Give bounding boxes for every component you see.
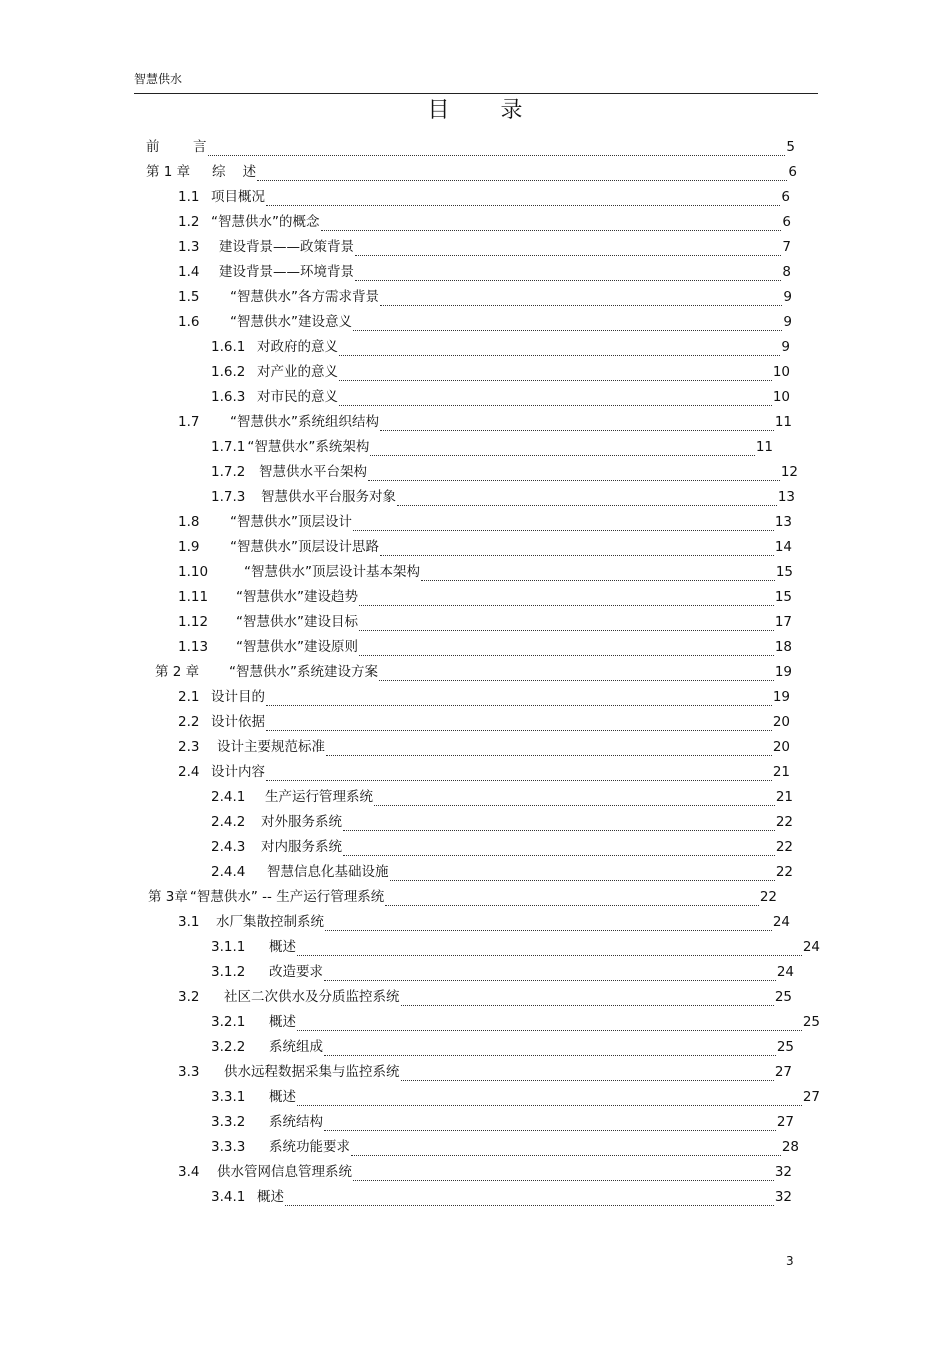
toc-entry[interactable]: [146, 163, 797, 181]
toc-dot-leader: [374, 792, 775, 806]
toc-entry-number: 1.3: [178, 239, 200, 255]
toc-entry[interactable]: [211, 838, 793, 856]
toc-entry-page: 22: [775, 839, 793, 855]
toc-entry-page: 14: [774, 539, 792, 555]
toc-dot-leader: [401, 992, 774, 1006]
toc-dot-leader: [343, 817, 775, 831]
toc-entry-title: “智慧供水”系统建设方案: [229, 664, 378, 680]
toc-entry-number: 2.4.4: [211, 864, 246, 880]
toc-entry-number: 3.3.2: [211, 1114, 246, 1130]
toc-entry-number: 2.4: [178, 764, 200, 780]
toc-entry-page: 11: [774, 414, 792, 430]
toc-entry[interactable]: [178, 563, 793, 581]
toc-entry-page: 22: [775, 814, 793, 830]
toc-entry-number: 2.3: [178, 739, 200, 755]
toc-entry-page: 10: [772, 364, 790, 380]
toc-dot-leader: [266, 192, 780, 206]
toc-dot-leader: [368, 467, 780, 481]
toc-entry-number: 1.2: [178, 214, 200, 230]
toc-entry-title: 设计主要规范标准: [217, 739, 325, 755]
toc-entry[interactable]: [178, 538, 792, 556]
toc-entry-number: 1.9: [178, 539, 200, 555]
toc-dot-leader: [208, 142, 786, 156]
toc-entry-page: 6: [788, 164, 797, 180]
toc-entry-number: 3.1.2: [211, 964, 246, 980]
toc-entry-title: 生产运行管理系统: [265, 789, 373, 805]
toc-entry-page: 24: [802, 939, 820, 955]
toc-dot-leader: [266, 692, 772, 706]
toc-dot-leader: [380, 292, 782, 306]
toc-dot-leader: [380, 417, 774, 431]
toc-entry[interactable]: [211, 1038, 794, 1056]
toc-dot-leader: [380, 542, 774, 556]
toc-entry-title: “智慧供水” -- 生产运行管理系统: [189, 889, 385, 905]
toc-entry-number: 1.7.1: [211, 439, 246, 455]
toc-entry-title: “智慧供水”建设原则: [236, 639, 358, 655]
toc-dot-leader: [324, 1117, 776, 1131]
toc-entry-page: 24: [776, 964, 794, 980]
toc-entry[interactable]: [211, 1138, 799, 1156]
toc-entry[interactable]: [178, 288, 792, 306]
toc-entry[interactable]: [178, 413, 792, 431]
toc-entry-number: 2.4.2: [211, 814, 246, 830]
toc-entry-page: 27: [774, 1064, 792, 1080]
toc-entry-title: “智慧供水”各方需求背景: [230, 289, 379, 305]
toc-dot-leader: [385, 892, 759, 906]
toc-entry-number: 1.13: [178, 639, 209, 655]
toc-entry-page: 6: [782, 214, 791, 230]
toc-dot-leader: [343, 842, 775, 856]
toc-entry-number: 第 3章: [148, 889, 188, 905]
toc-entry-number: 1.11: [178, 589, 209, 605]
toc-entry[interactable]: [211, 338, 790, 356]
toc-dot-leader: [359, 642, 774, 656]
toc-entry[interactable]: [178, 688, 790, 706]
toc-entry-title: 对市民的意义: [257, 389, 338, 405]
toc-entry-number: 2.4.1: [211, 789, 246, 805]
toc-entry-page: 9: [783, 314, 792, 330]
toc-dot-leader: [379, 667, 774, 681]
toc-entry-title: 设计目的: [211, 689, 265, 705]
toc-entry[interactable]: [178, 313, 792, 331]
toc-entry-number: 2.4.3: [211, 839, 246, 855]
toc-dot-leader: [297, 1092, 802, 1106]
toc-dot-leader: [355, 267, 781, 281]
toc-entry-title: 建设背景——环境背景: [219, 264, 354, 280]
toc-entry[interactable]: [211, 463, 798, 481]
toc-entry-title: “智慧供水”顶层设计: [230, 514, 352, 530]
toc-dot-leader: [353, 317, 782, 331]
toc-dot-leader: [297, 1017, 802, 1031]
toc-entry-title: “智慧供水”系统架构: [247, 439, 370, 455]
toc-entry-number: 1.7.2: [211, 464, 246, 480]
toc-entry-number: 1.8: [178, 514, 200, 530]
toc-entry[interactable]: [211, 1188, 792, 1206]
toc-entry-number: 3.4.1: [211, 1189, 246, 1205]
toc-dot-leader: [390, 867, 775, 881]
page-number: 3: [786, 1254, 794, 1268]
toc-dot-leader: [326, 742, 772, 756]
toc-entry-number: 3.3: [178, 1064, 200, 1080]
toc-dot-leader: [401, 1067, 774, 1081]
toc-entry[interactable]: [178, 1063, 792, 1081]
toc-entry-number: 前: [146, 139, 160, 155]
toc-entry-number: 3.2: [178, 989, 200, 1005]
page-title: 目 录: [427, 98, 545, 123]
toc-entry[interactable]: [211, 438, 773, 456]
toc-entry-page: 8: [782, 264, 791, 280]
toc-entry-title: 水厂集散控制系统: [216, 914, 324, 930]
toc-entry-title: 系统组成: [269, 1039, 323, 1055]
toc-entry-page: 25: [802, 1014, 820, 1030]
toc-dot-leader: [353, 517, 774, 531]
toc-entry-title: 供水远程数据采集与监控系统: [224, 1064, 400, 1080]
toc-entry[interactable]: [178, 913, 790, 931]
toc-entry-title: 对产业的意义: [257, 364, 338, 380]
toc-entry-page: 27: [802, 1089, 820, 1105]
toc-entry-page: 32: [774, 1164, 792, 1180]
toc-entry-title: 建设背景——政策背景: [219, 239, 354, 255]
toc-entry-number: 1.6.2: [211, 364, 246, 380]
toc-entry-page: 28: [781, 1139, 799, 1155]
toc-dot-leader: [397, 492, 777, 506]
toc-entry[interactable]: [178, 1163, 792, 1181]
toc-dot-leader: [257, 167, 787, 181]
toc-entry-page: 27: [776, 1114, 794, 1130]
toc-entry-title: 概述: [269, 939, 296, 955]
toc-dot-leader: [324, 1042, 776, 1056]
toc-dot-leader: [324, 967, 776, 981]
toc-entry-page: 6: [781, 189, 790, 205]
toc-entry[interactable]: [211, 1088, 820, 1106]
toc-entry-title: “智慧供水”建设意义: [230, 314, 352, 330]
toc-entry-page: 13: [774, 514, 792, 530]
toc-entry[interactable]: [178, 513, 792, 531]
toc-entry-number: 1.6.1: [211, 339, 246, 355]
toc-entry-page: 12: [780, 464, 798, 480]
toc-entry[interactable]: [211, 1113, 794, 1131]
toc-entry-number: 3.1: [178, 914, 200, 930]
toc-entry-title: 概述: [269, 1089, 296, 1105]
toc-entry[interactable]: [211, 863, 793, 881]
toc-entry[interactable]: [178, 188, 790, 206]
toc-entry[interactable]: [211, 788, 793, 806]
toc-entry-title: 对外服务系统: [261, 814, 342, 830]
toc-entry[interactable]: [178, 213, 791, 231]
toc-entry-title: “智慧供水”顶层设计基本架构: [244, 564, 420, 580]
toc-entry-title: 概述: [257, 1189, 284, 1205]
toc-entry-title: “智慧供水”系统组织结构: [230, 414, 379, 430]
toc-entry-number: 1.7: [178, 414, 200, 430]
toc-dot-leader: [421, 567, 775, 581]
toc-entry-page: 22: [775, 864, 793, 880]
toc-dot-leader: [321, 217, 782, 231]
toc-entry-page: 15: [774, 589, 792, 605]
toc-dot-leader: [339, 392, 772, 406]
toc-entry-number: 3.4: [178, 1164, 200, 1180]
toc-entry-title: 综 述: [212, 164, 257, 180]
toc-entry-page: 9: [783, 289, 792, 305]
toc-entry-title: “智慧供水”顶层设计思路: [230, 539, 379, 555]
toc-entry-number: 1.1: [178, 189, 200, 205]
toc-entry-page: 19: [772, 689, 790, 705]
toc-dot-leader: [297, 942, 802, 956]
toc-entry-title: 系统结构: [269, 1114, 323, 1130]
toc-dot-leader: [359, 617, 774, 631]
toc-dot-leader: [285, 1192, 774, 1206]
toc-dot-leader: [351, 1142, 781, 1156]
toc-entry[interactable]: [211, 938, 820, 956]
toc-entry[interactable]: [178, 763, 790, 781]
toc-entry-title: 对政府的意义: [257, 339, 338, 355]
toc-entry-number: 1.6: [178, 314, 200, 330]
toc-entry-page: 18: [774, 639, 792, 655]
toc-entry-title: 对内服务系统: [261, 839, 342, 855]
toc-entry[interactable]: [211, 1013, 820, 1031]
toc-entry-title: “智慧供水”的概念: [211, 214, 320, 230]
toc-entry-number: 1.5: [178, 289, 200, 305]
toc-dot-leader: [353, 1167, 774, 1181]
toc-entry[interactable]: [148, 888, 777, 906]
toc-entry[interactable]: [211, 388, 790, 406]
toc-entry-page: 22: [759, 889, 777, 905]
toc-entry[interactable]: [178, 738, 790, 756]
toc-entry-page: 5: [786, 139, 795, 155]
toc-entry-title: 设计依据: [211, 714, 265, 730]
toc-entry-title: 供水管网信息管理系统: [217, 1164, 352, 1180]
toc-entry-page: 20: [772, 739, 790, 755]
toc-entry-title: 言: [193, 139, 207, 155]
page-header: 智慧供水: [134, 72, 183, 86]
toc-entry-title: 概述: [269, 1014, 296, 1030]
toc-dot-leader: [266, 717, 772, 731]
toc-entry-page: 25: [774, 989, 792, 1005]
toc-dot-leader: [355, 242, 781, 256]
toc-entry-page: 15: [775, 564, 793, 580]
toc-entry[interactable]: [178, 238, 791, 256]
toc-entry-title: 项目概况: [211, 189, 265, 205]
toc-entry-number: 第 2 章: [155, 664, 200, 680]
toc-entry[interactable]: [178, 263, 791, 281]
toc-entry-page: 20: [772, 714, 790, 730]
toc-dot-leader: [359, 592, 774, 606]
toc-entry-number: 3.2.2: [211, 1039, 246, 1055]
toc-entry[interactable]: [211, 813, 793, 831]
toc-entry-title: 改造要求: [269, 964, 323, 980]
toc-entry-page: 7: [782, 239, 791, 255]
toc-entry[interactable]: [178, 988, 792, 1006]
toc-entry-number: 3.3.3: [211, 1139, 246, 1155]
toc-entry-page: 10: [772, 389, 790, 405]
toc-entry-page: 11: [755, 439, 773, 455]
toc-entry-number: 1.6.3: [211, 389, 246, 405]
toc-entry-number: 1.4: [178, 264, 200, 280]
toc-entry-title: 智慧供水平台服务对象: [261, 489, 396, 505]
toc-entry-title: “智慧供水”建设趋势: [236, 589, 358, 605]
toc-entry-page: 25: [776, 1039, 794, 1055]
toc-entry-page: 32: [774, 1189, 792, 1205]
toc-entry[interactable]: [178, 613, 792, 631]
toc-dot-leader: [266, 767, 772, 781]
toc-entry-title: 社区二次供水及分质监控系统: [224, 989, 400, 1005]
toc-entry[interactable]: [211, 363, 790, 381]
toc-entry[interactable]: [155, 663, 792, 681]
toc-entry-page: 21: [775, 789, 793, 805]
toc-entry-number: 2.1: [178, 689, 200, 705]
toc-dot-leader: [339, 367, 772, 381]
toc-entry-title: “智慧供水”建设目标: [236, 614, 358, 630]
toc-entry-number: 1.12: [178, 614, 209, 630]
toc-entry[interactable]: [211, 963, 794, 981]
toc-dot-leader: [339, 342, 780, 356]
toc-entry-page: 21: [772, 764, 790, 780]
toc-dot-leader: [325, 917, 772, 931]
toc-entry-title: 设计内容: [211, 764, 265, 780]
toc-entry-number: 第 1 章: [146, 164, 191, 180]
toc-entry-title: 智慧信息化基础设施: [267, 864, 389, 880]
toc-entry-number: 1.10: [178, 564, 209, 580]
toc-entry-title: 系统功能要求: [269, 1139, 350, 1155]
toc-entry[interactable]: [211, 488, 795, 506]
toc-entry-page: 24: [772, 914, 790, 930]
toc-entry-page: 17: [774, 614, 792, 630]
toc-entry-page: 19: [774, 664, 792, 680]
toc-entry-number: 1.7.3: [211, 489, 246, 505]
toc-entry[interactable]: [146, 138, 795, 156]
toc-entry-number: 3.1.1: [211, 939, 246, 955]
toc-entry-number: 3.3.1: [211, 1089, 246, 1105]
toc-dot-leader: [370, 442, 754, 456]
toc-entry-number: 3.2.1: [211, 1014, 246, 1030]
toc-entry-number: 2.2: [178, 714, 200, 730]
toc-entry[interactable]: [178, 713, 790, 731]
toc-entry[interactable]: [178, 638, 792, 656]
toc-entry[interactable]: [178, 588, 792, 606]
toc-entry-page: 9: [781, 339, 790, 355]
toc-entry-title: 智慧供水平台架构: [259, 464, 367, 480]
toc-entry-page: 13: [777, 489, 795, 505]
